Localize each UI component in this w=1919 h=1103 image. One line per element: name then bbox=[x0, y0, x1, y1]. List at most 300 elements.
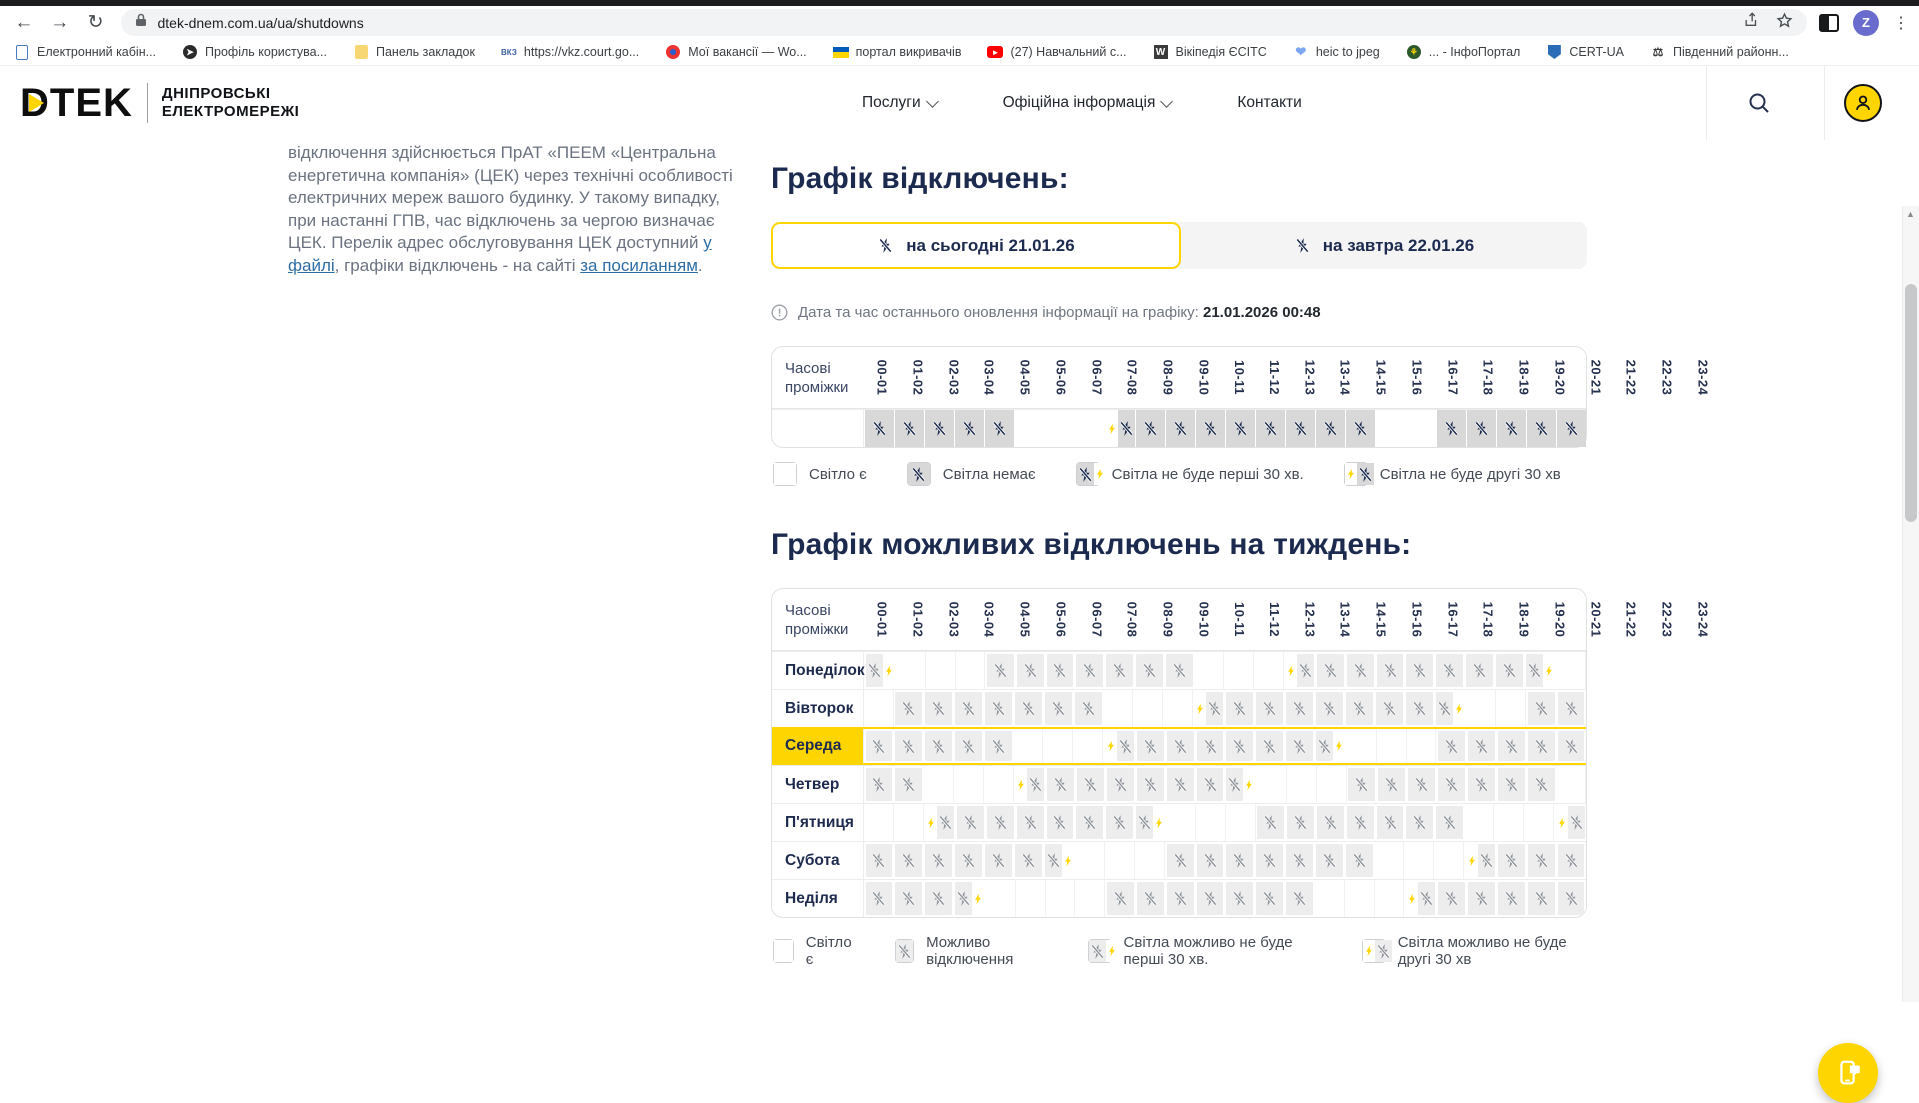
day-label: Понеділок bbox=[772, 652, 864, 689]
time-slot-header: 18-19 bbox=[1516, 601, 1532, 638]
logo-divider bbox=[147, 83, 148, 123]
reload-icon[interactable]: ↻ bbox=[87, 12, 104, 33]
time-slot-header: 03-04 bbox=[981, 601, 997, 638]
profile-icon[interactable] bbox=[1844, 84, 1882, 122]
schedule-cell-00-01 bbox=[864, 842, 894, 879]
time-slot-header: 19-20 bbox=[1552, 359, 1568, 396]
schedule-cell-19-20 bbox=[1436, 766, 1466, 803]
tab-tomorrow[interactable]: на завтра 22.01.26 bbox=[1181, 222, 1587, 269]
schedule-cell-15-16 bbox=[1316, 652, 1346, 689]
schedule-cell-04-05 bbox=[984, 766, 1014, 803]
bookmark-item-0[interactable]: Електронний кабін... bbox=[14, 44, 156, 60]
bookmark-item-1[interactable]: ➤ Профіль користува... bbox=[182, 44, 327, 60]
logo-subtitle: ДНІПРОВСЬКІ ЕЛЕКТРОМЕРЕЖІ bbox=[161, 85, 300, 120]
time-slot-header: 10-11 bbox=[1231, 601, 1247, 638]
time-slot-header: 07-08 bbox=[1124, 601, 1140, 638]
schedule-cell-11-12 bbox=[1195, 880, 1225, 917]
shutdown-schedule-title: Графік відключень: bbox=[771, 162, 1069, 195]
time-ranges-corner-label: Часові проміжки bbox=[785, 359, 849, 396]
bookmark-favicon: ❤ bbox=[1295, 44, 1307, 59]
schedule-cell-17-18 bbox=[1375, 842, 1405, 879]
header-divider bbox=[1706, 66, 1707, 140]
schedule-cell-08-09 bbox=[1105, 766, 1135, 803]
legend-label: Світла не буде перші 30 хв. bbox=[1111, 465, 1304, 483]
weekly-schedule-table bbox=[771, 588, 1711, 918]
schedule-cell-13-14 bbox=[1256, 804, 1286, 841]
time-slot-header: 00-01 bbox=[874, 601, 890, 638]
today-schedule-table bbox=[771, 346, 1711, 448]
schedule-cell-18-19 bbox=[1407, 729, 1437, 763]
weekly-row-Середа bbox=[772, 727, 1586, 765]
schedule-cell-15-16 bbox=[1315, 410, 1345, 447]
schedule-cell-10-11 bbox=[1166, 804, 1196, 841]
schedule-cell-09-10 bbox=[1133, 690, 1163, 727]
schedule-cell-09-10 bbox=[1134, 652, 1164, 689]
schedule-cell-23-24 bbox=[1556, 652, 1586, 689]
no-power-icon bbox=[1294, 237, 1311, 254]
schedule-cell-03-04 bbox=[956, 804, 986, 841]
schedule-cell-03-04 bbox=[954, 729, 984, 763]
schedule-cell-04-05 bbox=[985, 804, 1015, 841]
schedule-cell-14-15 bbox=[1285, 410, 1315, 447]
schedule-cell-08-09 bbox=[1105, 842, 1135, 879]
intro-text: відключення здійснюється ПрАТ «ПЕЕМ «Центральна енергетична компанія» (ЦЕК) через технічні особливості електричних мереж вашого будинку. У такому випадку, при настанні ГПВ, час відключень за чергою визначає ЦЕК. Перелік адрес обслуговування ЦЕК доступний bbox=[288, 143, 733, 252]
bookmark-item-10[interactable]: CERT-UA bbox=[1546, 44, 1624, 60]
schedule-cell-13-14 bbox=[1255, 690, 1285, 727]
schedule-cell-11-12 bbox=[1194, 652, 1224, 689]
schedule-cell-03-04 bbox=[954, 690, 984, 727]
intro-paragraph bbox=[288, 142, 740, 277]
day-label: Четвер bbox=[772, 766, 864, 803]
schedule-cell-16-17 bbox=[1345, 690, 1375, 727]
schedule-cell-17-18 bbox=[1375, 880, 1405, 917]
schedule-cell-04-05 bbox=[984, 729, 1014, 763]
legend-item bbox=[1076, 462, 1304, 486]
schedule-cell-10-11 bbox=[1165, 766, 1195, 803]
bookmark-favicon bbox=[1546, 44, 1562, 60]
schedule-cell-18-19 bbox=[1404, 880, 1436, 917]
time-slot-header: 01-02 bbox=[910, 601, 926, 638]
time-slot-header: 14-15 bbox=[1373, 359, 1389, 396]
schedule-cell-22-23 bbox=[1524, 804, 1554, 841]
time-slot-header: 16-17 bbox=[1444, 601, 1460, 638]
legend-item bbox=[1362, 934, 1587, 968]
schedule-cell-14-15 bbox=[1285, 880, 1315, 917]
schedule-cell-11-12 bbox=[1195, 729, 1225, 763]
share-icon[interactable] bbox=[1743, 12, 1760, 33]
url-text: dtek-dnem.com.ua/ua/shutdowns bbox=[157, 14, 364, 31]
time-slot-header: 00-01 bbox=[874, 359, 890, 396]
page-scrollbar[interactable] bbox=[1902, 206, 1919, 1002]
schedule-cell-16-17 bbox=[1345, 842, 1375, 879]
schedule-cell-02-03 bbox=[924, 842, 954, 879]
schedule-cell-22-23 bbox=[1526, 729, 1556, 763]
schedule-cell-08-09 bbox=[1103, 690, 1133, 727]
tab-today[interactable]: на сьогодні 21.01.26 bbox=[771, 222, 1181, 269]
bookmark-item-11[interactable]: ⚖ Південний районн... bbox=[1650, 44, 1789, 60]
schedule-cell-05-06 bbox=[1014, 766, 1046, 803]
schedule-cell-20-21 bbox=[1465, 652, 1495, 689]
schedule-cell-01-02 bbox=[894, 690, 924, 727]
side-panel-icon[interactable] bbox=[1819, 14, 1839, 32]
schedule-cell-16-17 bbox=[1345, 880, 1375, 917]
time-slot-header: 07-08 bbox=[1124, 359, 1140, 396]
address-bar[interactable] bbox=[121, 9, 1807, 36]
legend-item bbox=[907, 462, 1036, 486]
legend-swatch-h1 bbox=[1076, 462, 1100, 486]
schedule-cell-20-21 bbox=[1465, 804, 1495, 841]
day-label: Неділя bbox=[772, 880, 864, 917]
schedule-cell-05-06 bbox=[1016, 880, 1046, 917]
weekly-row-Понеділок bbox=[772, 651, 1586, 689]
schedule-cell-07-08 bbox=[1073, 729, 1103, 763]
schedule-cell-12-13 bbox=[1226, 804, 1256, 841]
schedule-cell-17-18 bbox=[1375, 410, 1405, 447]
weekly-row-Неділя bbox=[772, 879, 1586, 917]
schedule-cell-23-24 bbox=[1554, 804, 1586, 841]
schedule-cell-09-10 bbox=[1135, 842, 1165, 879]
schedule-cell-20-21 bbox=[1464, 842, 1496, 879]
schedule-cell-12-13 bbox=[1224, 652, 1254, 689]
schedule-cell-21-22 bbox=[1496, 880, 1526, 917]
bookmark-item-4[interactable]: Мої вакансії — Wo... bbox=[665, 44, 806, 60]
schedule-cell-08-09 bbox=[1105, 880, 1135, 917]
schedule-cell-01-02 bbox=[894, 410, 924, 447]
bookmark-item-2[interactable]: Панель закладок bbox=[353, 44, 475, 60]
schedule-cell-14-15 bbox=[1285, 690, 1315, 727]
schedule-cell-05-06 bbox=[1014, 729, 1044, 763]
time-slot-header: 14-15 bbox=[1373, 601, 1389, 638]
legend-item bbox=[895, 934, 1048, 968]
schedule-cell-03-04 bbox=[954, 766, 984, 803]
schedule-cell-00-01 bbox=[864, 880, 894, 917]
schedule-cell-10-11 bbox=[1164, 652, 1194, 689]
schedule-cell-14-15 bbox=[1284, 652, 1316, 689]
schedule-cell-20-21 bbox=[1466, 729, 1496, 763]
legend-item bbox=[773, 462, 867, 486]
schedule-cell-21-22 bbox=[1494, 804, 1524, 841]
schedule-cell-10-11 bbox=[1165, 410, 1195, 447]
schedule-cell-23-24 bbox=[1556, 880, 1586, 917]
browser-avatar[interactable]: Z bbox=[1853, 10, 1879, 36]
schedule-cell-17-18 bbox=[1377, 729, 1407, 763]
schedule-cell-07-08 bbox=[1075, 804, 1105, 841]
schedule-cell-18-19 bbox=[1405, 652, 1435, 689]
scrollbar-up-icon[interactable]: ▲ bbox=[1906, 209, 1915, 219]
dtek-logo[interactable] bbox=[20, 83, 299, 123]
time-slot-header: 15-16 bbox=[1409, 601, 1425, 638]
bookmark-favicon bbox=[833, 44, 849, 60]
schedule-cell-07-08 bbox=[1075, 880, 1105, 917]
legend-swatch-on bbox=[773, 939, 794, 963]
schedule-cell-11-12 bbox=[1196, 804, 1226, 841]
bookmark-favicon: ⚘ bbox=[1406, 44, 1422, 60]
schedule-cell-17-18 bbox=[1375, 652, 1405, 689]
page-content bbox=[0, 140, 1919, 1002]
schedule-cell-03-04 bbox=[956, 652, 986, 689]
external-link[interactable]: за посиланням bbox=[580, 255, 698, 275]
schedule-cell-23-24 bbox=[1556, 729, 1586, 763]
schedule-cell-05-06 bbox=[1015, 652, 1045, 689]
schedule-cell-07-08 bbox=[1075, 652, 1105, 689]
schedule-cell-00-01 bbox=[864, 766, 894, 803]
time-slot-header: 08-09 bbox=[1160, 359, 1176, 396]
schedule-cell-21-22 bbox=[1496, 690, 1526, 727]
bookmark-item-5[interactable]: портал викривачів bbox=[833, 44, 962, 60]
schedule-cell-20-21 bbox=[1466, 410, 1496, 447]
legend-label: Світла можливо не буде другі 30 хв bbox=[1397, 934, 1567, 968]
schedule-cell-12-13 bbox=[1225, 880, 1255, 917]
schedule-cell-01-02 bbox=[894, 842, 924, 879]
bookmark-item-7[interactable]: W Вікіпедія ЄСІТС bbox=[1153, 44, 1267, 60]
schedule-cell-16-17 bbox=[1347, 766, 1377, 803]
schedule-cell-09-10 bbox=[1135, 766, 1165, 803]
day-label: Середа bbox=[772, 729, 864, 763]
file-link[interactable]: у файлі bbox=[288, 233, 712, 275]
schedule-cell-04-05 bbox=[986, 880, 1016, 917]
schedule-cell-17-18 bbox=[1377, 766, 1407, 803]
schedule-cell-20-21 bbox=[1466, 880, 1496, 917]
schedule-cell-01-02 bbox=[894, 880, 924, 917]
time-slot-header: 08-09 bbox=[1160, 601, 1176, 638]
schedule-cell-10-11 bbox=[1165, 842, 1195, 879]
time-slot-header: 13-14 bbox=[1337, 359, 1353, 396]
today-row-label bbox=[772, 410, 864, 447]
time-slot-header: 12-13 bbox=[1301, 601, 1317, 638]
bookmark-item-6[interactable]: ► (27) Навчальний с... bbox=[987, 44, 1126, 60]
bookmark-favicon: ВКЗ bbox=[500, 47, 517, 57]
schedule-cell-08-09 bbox=[1105, 410, 1135, 447]
schedule-cell-00-01 bbox=[864, 652, 896, 689]
bookmark-favicon bbox=[14, 44, 30, 60]
chevron-down-icon bbox=[926, 95, 939, 108]
time-slot-header: 11-12 bbox=[1266, 601, 1282, 638]
schedule-cell-22-23 bbox=[1526, 690, 1556, 727]
schedule-cell-10-11 bbox=[1165, 729, 1195, 763]
no-power-icon bbox=[877, 237, 894, 254]
nav-item-2[interactable]: Контакти bbox=[1237, 94, 1302, 111]
header-divider bbox=[1824, 66, 1825, 140]
schedule-cell-02-03 bbox=[926, 652, 956, 689]
bookmark-item-3[interactable]: ВКЗ https://vkz.court.go... bbox=[500, 45, 640, 59]
schedule-cell-15-16 bbox=[1315, 880, 1345, 917]
weekly-row-Вівторок bbox=[772, 689, 1586, 727]
schedule-cell-14-15 bbox=[1287, 766, 1317, 803]
time-slot-header: 18-19 bbox=[1516, 359, 1532, 396]
time-slot-header: 17-18 bbox=[1480, 359, 1496, 396]
bookmark-star-icon[interactable] bbox=[1776, 12, 1793, 34]
schedule-cell-05-06 bbox=[1014, 842, 1044, 879]
legend-label: Світла можливо не буде перші 30 хв. bbox=[1123, 934, 1293, 968]
schedule-cell-23-24 bbox=[1556, 690, 1586, 727]
schedule-cell-14-15 bbox=[1285, 729, 1315, 763]
schedule-cell-11-12 bbox=[1193, 690, 1225, 727]
schedule-cell-01-02 bbox=[896, 652, 926, 689]
chevron-down-icon bbox=[1160, 95, 1173, 108]
schedule-cell-08-09 bbox=[1103, 729, 1135, 763]
schedule-cell-02-03 bbox=[924, 804, 956, 841]
bookmark-favicon bbox=[665, 44, 681, 60]
updated-timestamp: 21.01.2026 00:48 bbox=[1202, 304, 1321, 321]
legend-item bbox=[1344, 462, 1561, 486]
bookmark-item-9[interactable]: ⚘ ... - ІнфоПортал bbox=[1406, 44, 1521, 60]
schedule-cell-06-07 bbox=[1045, 410, 1075, 447]
schedule-cell-15-16 bbox=[1317, 766, 1347, 803]
legend-label: Світло є bbox=[805, 934, 852, 968]
schedule-cell-00-01 bbox=[864, 729, 894, 763]
legend-swatch-h1 bbox=[1088, 939, 1112, 963]
legend-label: Світла немає bbox=[942, 465, 1036, 483]
schedule-cell-08-09 bbox=[1105, 652, 1135, 689]
schedule-cell-13-14 bbox=[1257, 766, 1287, 803]
time-slot-header: 01-02 bbox=[910, 359, 926, 396]
schedule-cell-02-03 bbox=[924, 410, 954, 447]
time-slot-header: 22-23 bbox=[1659, 601, 1675, 638]
site-header bbox=[0, 66, 1919, 140]
schedule-cell-16-17 bbox=[1345, 804, 1375, 841]
schedule-cell-11-12 bbox=[1195, 410, 1225, 447]
schedule-cell-21-22 bbox=[1496, 766, 1526, 803]
time-slot-header: 04-05 bbox=[1017, 359, 1033, 396]
scrollbar-thumb[interactable] bbox=[1905, 284, 1917, 522]
schedule-cell-12-13 bbox=[1225, 410, 1255, 447]
back-icon[interactable]: ← bbox=[14, 11, 34, 33]
schedule-cell-12-13 bbox=[1225, 690, 1255, 727]
schedule-cell-19-20 bbox=[1436, 410, 1466, 447]
schedule-cell-21-22 bbox=[1496, 410, 1526, 447]
browser-menu-icon[interactable]: ⋮ bbox=[1893, 14, 1910, 32]
today-legend bbox=[773, 462, 1561, 486]
schedule-cell-18-19 bbox=[1404, 690, 1434, 727]
schedule-cell-10-11 bbox=[1165, 880, 1195, 917]
schedule-cell-13-14 bbox=[1255, 880, 1285, 917]
schedule-cell-01-02 bbox=[894, 804, 924, 841]
bookmarks-bar bbox=[0, 39, 1919, 66]
bookmark-favicon: W bbox=[1153, 44, 1169, 60]
schedule-cell-03-04 bbox=[954, 842, 984, 879]
day-label: Вівторок bbox=[772, 690, 864, 727]
schedule-cell-22-23 bbox=[1526, 842, 1556, 879]
legend-label: Світло є bbox=[809, 465, 867, 483]
schedule-cell-04-05 bbox=[985, 652, 1015, 689]
schedule-cell-19-20 bbox=[1436, 729, 1466, 763]
schedule-cell-14-15 bbox=[1285, 842, 1315, 879]
chat-widget-button[interactable] bbox=[1818, 1043, 1878, 1103]
schedule-cell-13-14 bbox=[1255, 842, 1285, 879]
schedule-cell-04-05 bbox=[984, 842, 1014, 879]
time-slot-header: 10-11 bbox=[1231, 359, 1247, 396]
nav-item-1[interactable]: Офіційна інформація bbox=[1003, 94, 1172, 112]
time-slot-header: 19-20 bbox=[1552, 601, 1568, 638]
schedule-cell-07-08 bbox=[1075, 410, 1105, 447]
schedule-cell-09-10 bbox=[1135, 410, 1165, 447]
schedule-cell-01-02 bbox=[894, 729, 924, 763]
schedule-cell-06-07 bbox=[1043, 690, 1073, 727]
schedule-cell-10-11 bbox=[1163, 690, 1193, 727]
weekly-row-П'ятниця bbox=[772, 803, 1586, 841]
time-slot-header: 03-04 bbox=[981, 359, 997, 396]
schedule-cell-00-01 bbox=[864, 410, 894, 447]
time-slot-header: 04-05 bbox=[1017, 601, 1033, 638]
schedule-cell-06-07 bbox=[1046, 766, 1076, 803]
bookmark-favicon bbox=[353, 44, 369, 60]
schedule-cell-20-21 bbox=[1466, 690, 1496, 727]
weekly-row-Четвер bbox=[772, 765, 1586, 803]
weekly-row-Субота bbox=[772, 841, 1586, 879]
schedule-cell-02-03 bbox=[924, 766, 954, 803]
schedule-cell-19-20 bbox=[1434, 690, 1466, 727]
schedule-cell-13-14 bbox=[1255, 410, 1285, 447]
schedule-cell-05-06 bbox=[1014, 690, 1044, 727]
bookmark-item-8[interactable]: ❤ heic to jpeg bbox=[1293, 44, 1380, 60]
legend-item bbox=[773, 934, 855, 968]
schedule-cell-09-10 bbox=[1135, 880, 1165, 917]
schedule-cell-11-12 bbox=[1195, 842, 1225, 879]
legend-swatch-off bbox=[907, 462, 931, 486]
forward-icon[interactable]: → bbox=[50, 11, 70, 33]
day-tabs bbox=[771, 222, 1587, 269]
last-updated-line bbox=[771, 304, 1321, 321]
time-slot-header: 20-21 bbox=[1587, 601, 1603, 638]
bookmark-favicon: ⚖ bbox=[1652, 45, 1664, 59]
day-label: П'ятниця bbox=[772, 804, 864, 841]
weekly-schedule-title: Графік можливих відключень на тиждень: bbox=[771, 528, 1412, 561]
weekly-legend bbox=[773, 934, 1587, 968]
schedule-cell-12-13 bbox=[1225, 766, 1257, 803]
schedule-cell-06-07 bbox=[1045, 804, 1075, 841]
schedule-cell-09-10 bbox=[1135, 729, 1165, 763]
schedule-cell-21-22 bbox=[1494, 652, 1524, 689]
legend-swatch-h2 bbox=[1362, 939, 1386, 963]
schedule-cell-16-17 bbox=[1345, 410, 1375, 447]
schedule-cell-05-06 bbox=[1014, 410, 1044, 447]
time-slot-header: 21-22 bbox=[1623, 359, 1639, 396]
schedule-cell-17-18 bbox=[1375, 804, 1405, 841]
legend-item bbox=[1088, 934, 1322, 968]
time-slot-header: 16-17 bbox=[1444, 359, 1460, 396]
schedule-cell-06-07 bbox=[1043, 842, 1075, 879]
schedule-cell-11-12 bbox=[1195, 766, 1225, 803]
schedule-cell-19-20 bbox=[1435, 652, 1465, 689]
bookmark-favicon: ► bbox=[987, 44, 1003, 60]
schedule-cell-06-07 bbox=[1043, 729, 1073, 763]
search-icon[interactable] bbox=[1742, 86, 1776, 120]
time-ranges-corner-label: Часові проміжки bbox=[785, 601, 849, 638]
time-slot-header: 09-10 bbox=[1196, 601, 1212, 638]
schedule-cell-23-24 bbox=[1556, 410, 1586, 447]
schedule-cell-02-03 bbox=[924, 729, 954, 763]
time-slot-header: 06-07 bbox=[1088, 359, 1104, 396]
schedule-cell-19-20 bbox=[1434, 842, 1464, 879]
intro-text: . bbox=[697, 255, 703, 275]
schedule-cell-18-19 bbox=[1407, 766, 1437, 803]
time-slot-header: 05-06 bbox=[1053, 601, 1069, 638]
schedule-cell-15-16 bbox=[1315, 729, 1347, 763]
schedule-cell-04-05 bbox=[984, 690, 1014, 727]
schedule-cell-06-07 bbox=[1045, 652, 1075, 689]
schedule-cell-15-16 bbox=[1315, 842, 1345, 879]
browser-toolbar bbox=[0, 6, 1919, 39]
time-slot-header: 02-03 bbox=[945, 359, 961, 396]
time-slot-header: 11-12 bbox=[1266, 359, 1282, 396]
schedule-cell-07-08 bbox=[1073, 690, 1103, 727]
schedule-cell-07-08 bbox=[1075, 842, 1105, 879]
nav-item-0[interactable]: Послуги bbox=[862, 94, 937, 112]
schedule-cell-06-07 bbox=[1046, 880, 1076, 917]
schedule-cell-15-16 bbox=[1315, 690, 1345, 727]
schedule-cell-05-06 bbox=[1015, 804, 1045, 841]
schedule-cell-14-15 bbox=[1286, 804, 1316, 841]
